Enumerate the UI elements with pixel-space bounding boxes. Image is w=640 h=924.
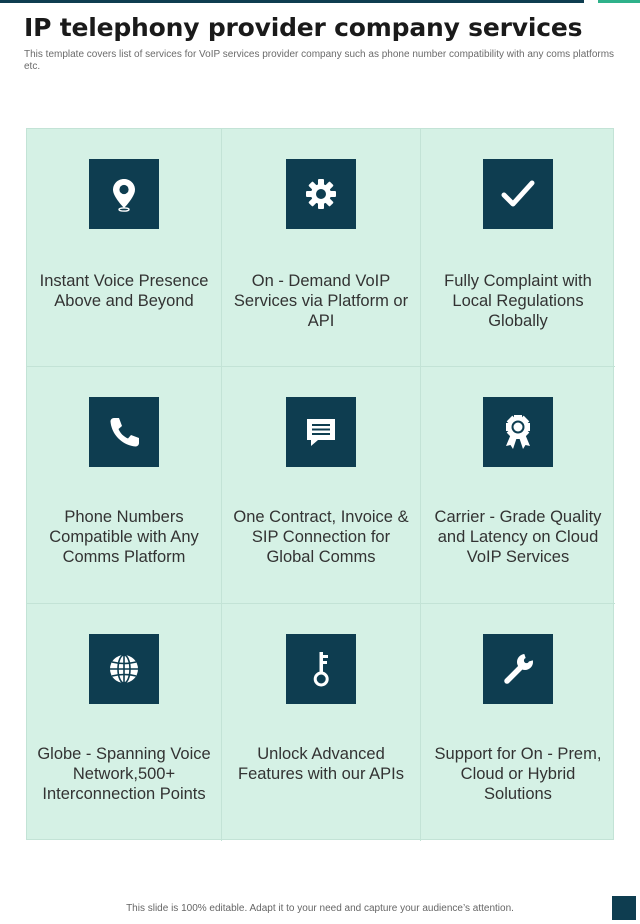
service-label: On - Demand VoIP Services via Platform or API	[233, 272, 409, 330]
location-pin-icon	[89, 159, 159, 229]
page-subtitle: This template covers list of services for VoIP services provider company such as phone number compatibility with any coms platforms etc.	[24, 49, 615, 72]
services-grid	[26, 128, 614, 840]
service-card-on-demand-voip	[222, 129, 421, 367]
top-accent-bar	[0, 0, 584, 3]
service-label: One Contract, Invoice & SIP Connection for Global Comms	[233, 508, 409, 566]
award-ribbon-icon	[483, 397, 553, 467]
service-label: Instant Voice Presence Above and Beyond	[39, 272, 209, 310]
service-label: Globe - Spanning Voice Network,500+ Interconnection Points	[37, 745, 211, 803]
service-label: Unlock Advanced Features with our APIs	[238, 745, 404, 783]
checkmark-icon	[483, 159, 553, 229]
service-label: Phone Numbers Compatible with Any Comms Platform	[49, 508, 199, 566]
service-card-compliant	[421, 129, 615, 367]
corner-accent-square	[612, 896, 636, 920]
wrench-icon	[483, 634, 553, 704]
phone-icon	[89, 397, 159, 467]
service-card-carrier-grade	[421, 367, 615, 604]
service-card-phone-numbers	[27, 367, 222, 604]
service-label: Support for On - Prem, Cloud or Hybrid Solutions	[434, 745, 602, 803]
message-icon	[286, 397, 356, 467]
service-label: Fully Complaint with Local Regulations Globally	[444, 272, 592, 330]
footer-note: This slide is 100% editable. Adapt it to your need and capture your audience’s attention.	[126, 903, 514, 914]
page-title: IP telephony provider company services	[24, 13, 583, 42]
service-card-support	[421, 604, 615, 841]
key-icon	[286, 634, 356, 704]
service-card-instant-voice	[27, 129, 222, 367]
globe-icon	[89, 634, 159, 704]
gear-icon	[286, 159, 356, 229]
top-accent-bar-green	[598, 0, 640, 3]
service-card-one-contract	[222, 367, 421, 604]
service-label: Carrier - Grade Quality and Latency on Cloud VoIP Services	[434, 508, 602, 566]
service-card-globe-network	[27, 604, 222, 841]
service-card-unlock-features	[222, 604, 421, 841]
